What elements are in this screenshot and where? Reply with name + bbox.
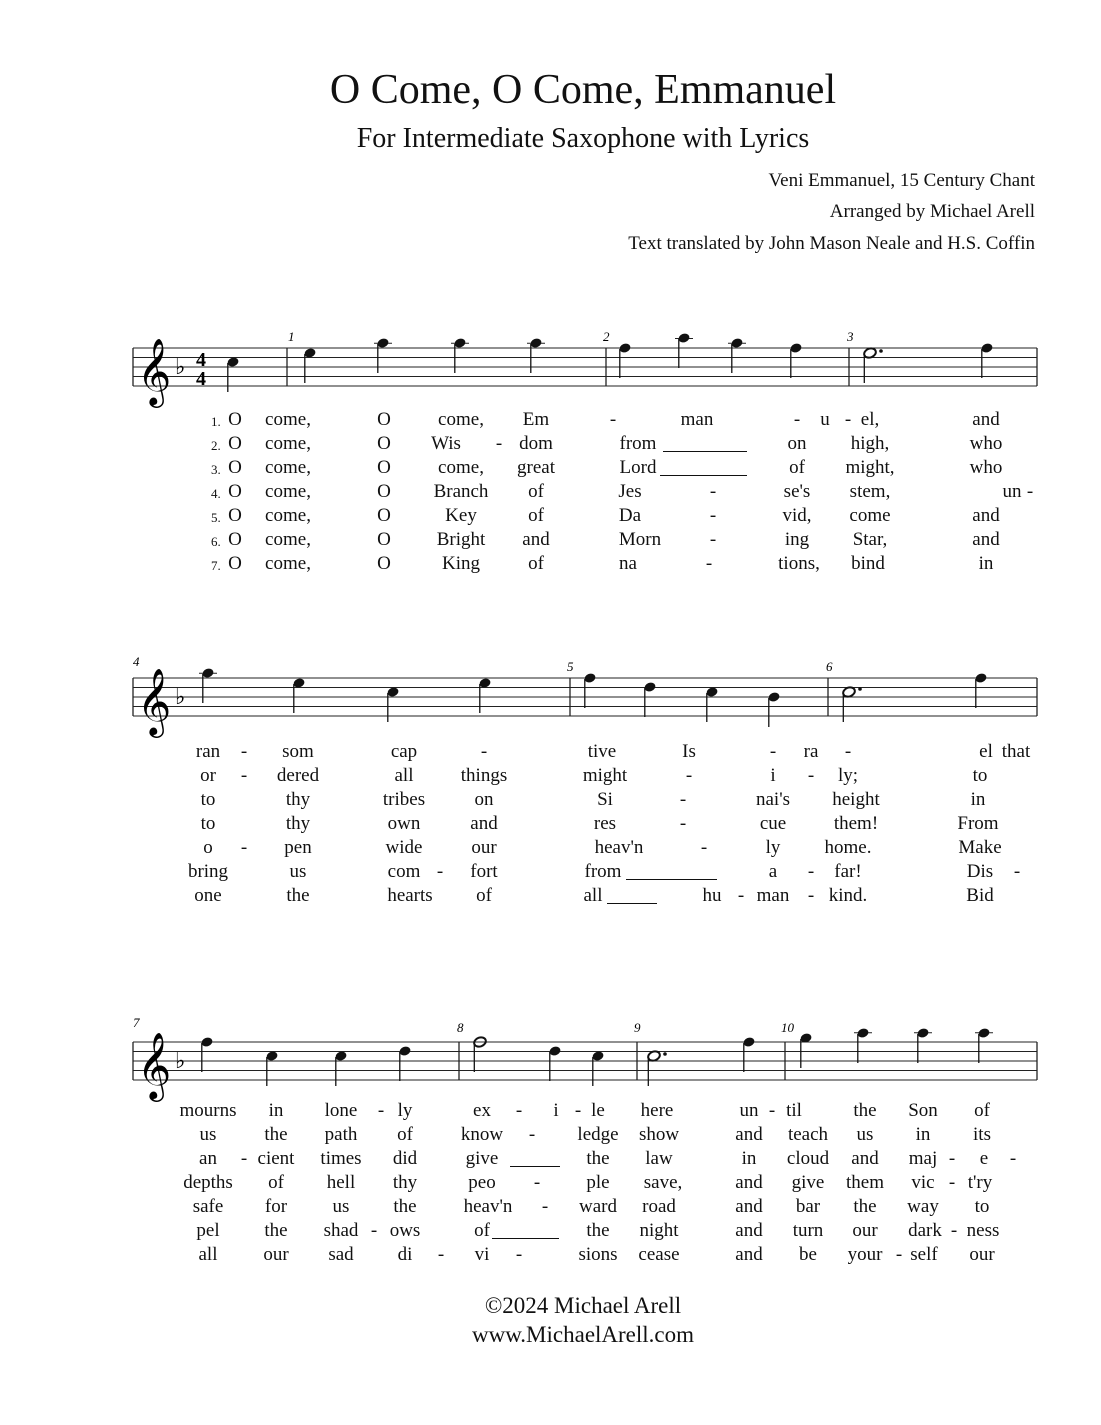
lyric-syllable: be bbox=[799, 1244, 817, 1265]
lyric-syllable: tribes bbox=[382, 789, 426, 810]
lyric-syllable: - bbox=[240, 741, 248, 762]
lyric-syllable: law bbox=[645, 1148, 673, 1169]
lyric-syllable: sad bbox=[328, 1244, 354, 1265]
lyric-syllable: maj bbox=[908, 1148, 938, 1169]
lyric-syllable: come, bbox=[265, 481, 311, 502]
lyric-syllable: here bbox=[640, 1100, 674, 1121]
flat-key-signature-icon: ♭ bbox=[175, 1049, 186, 1074]
lyric-syllable: to bbox=[200, 813, 216, 834]
lyric-syllable: el bbox=[979, 741, 993, 762]
lyric-syllable: Morn bbox=[618, 529, 662, 550]
lyric-syllable: them! bbox=[833, 813, 879, 834]
lyric-syllable: and bbox=[972, 505, 1000, 526]
lyric-syllable: Bright bbox=[436, 529, 486, 550]
lyric-syllable: on bbox=[474, 789, 494, 810]
lyric-syllable: - bbox=[1009, 1148, 1017, 1169]
lyric-syllable: and bbox=[470, 813, 498, 834]
lyric-syllable: Si bbox=[597, 789, 613, 810]
measure-number: 3 bbox=[847, 329, 854, 344]
lyric-syllable: an bbox=[199, 1148, 217, 1169]
lyric-syllable: in bbox=[970, 789, 986, 810]
lyric-syllable: O bbox=[377, 433, 391, 454]
lyric-syllable: the bbox=[264, 1220, 288, 1241]
lyric-syllable: - bbox=[895, 1244, 903, 1265]
time-signature-top: 4 bbox=[196, 349, 206, 371]
lyric-syllable: - bbox=[709, 481, 717, 502]
lyric-syllable: come, bbox=[438, 457, 484, 478]
lyric-syllable: ex bbox=[473, 1100, 491, 1121]
lyric-syllable: i bbox=[553, 1100, 559, 1121]
lyric-syllable: - bbox=[950, 1220, 958, 1241]
lyric-syllable: pen bbox=[284, 837, 312, 858]
lyric-syllable: might, bbox=[845, 457, 895, 478]
verse-number: 4. bbox=[211, 486, 221, 501]
lyric-syllable: and bbox=[735, 1244, 763, 1265]
verse-number: 1. bbox=[211, 414, 221, 429]
lyric-syllable: of bbox=[397, 1124, 413, 1145]
lyric-syllable: Make bbox=[958, 837, 1002, 858]
measure-number: 9 bbox=[634, 1020, 641, 1035]
lyric-syllable: - bbox=[769, 741, 777, 762]
lyric-syllable: depths bbox=[183, 1172, 233, 1193]
melisma-extender-line bbox=[663, 451, 747, 452]
lyric-syllable: safe bbox=[192, 1196, 224, 1217]
page-title: O Come, O Come, Emmanuel bbox=[329, 67, 837, 113]
lyric-syllable: come, bbox=[265, 433, 311, 454]
lyric-syllable: thy bbox=[285, 813, 311, 834]
lyric-syllable: vi bbox=[474, 1244, 490, 1265]
melisma-extender-line bbox=[492, 1238, 559, 1239]
treble-clef-icon: 𝄞 bbox=[137, 1031, 172, 1099]
lyric-syllable: times bbox=[320, 1148, 362, 1169]
lyric-syllable: things bbox=[460, 765, 508, 786]
lyric-syllable: and bbox=[972, 409, 1000, 430]
lyric-syllable: give bbox=[791, 1172, 825, 1193]
lyric-syllable: stem, bbox=[849, 481, 891, 502]
lyric-syllable: bar bbox=[795, 1196, 821, 1217]
lyric-syllable: us bbox=[856, 1124, 874, 1145]
lyric-syllable: save, bbox=[643, 1172, 683, 1193]
lyric-syllable: in bbox=[915, 1124, 931, 1145]
translator-credit: Text translated by John Mason Neale and H.S. Coffin bbox=[628, 233, 1035, 254]
lyric-syllable: - bbox=[436, 861, 444, 882]
lyric-syllable: us bbox=[289, 861, 307, 882]
lyric-syllable: cloud bbox=[786, 1148, 830, 1169]
lyric-syllable: give bbox=[465, 1148, 499, 1169]
lyric-syllable: for bbox=[264, 1196, 288, 1217]
lyric-syllable: - bbox=[705, 553, 713, 574]
lyric-syllable: fort bbox=[470, 861, 498, 882]
lyric-syllable: - bbox=[768, 1100, 776, 1121]
lyric-syllable: O bbox=[228, 409, 242, 430]
lyric-syllable: dom bbox=[519, 433, 553, 454]
lyric-syllable: ness bbox=[966, 1220, 1000, 1241]
lyric-syllable: man bbox=[756, 885, 790, 906]
lyric-syllable: O bbox=[377, 457, 391, 478]
melisma-extender-line bbox=[607, 903, 657, 904]
lyric-syllable: height bbox=[832, 789, 880, 810]
verse-number: 6. bbox=[211, 534, 221, 549]
lyric-syllable: From bbox=[957, 813, 999, 834]
lyric-syllable: ly bbox=[397, 1100, 413, 1121]
verse-number: 5. bbox=[211, 510, 221, 525]
lyric-syllable: Wis bbox=[431, 433, 461, 454]
lyric-syllable: and bbox=[522, 529, 550, 550]
lyric-syllable: night bbox=[639, 1220, 679, 1241]
measure-number: 5 bbox=[567, 659, 574, 674]
lyric-syllable: teach bbox=[787, 1124, 829, 1145]
lyric-syllable: Key bbox=[445, 505, 477, 526]
lyric-syllable: come, bbox=[438, 409, 484, 430]
lyric-syllable: wide bbox=[385, 837, 423, 858]
lyric-syllable: a bbox=[768, 861, 778, 882]
lyric-syllable: tions, bbox=[778, 553, 820, 574]
lyric-syllable: - bbox=[807, 765, 815, 786]
lyric-syllable: el, bbox=[860, 409, 880, 430]
lyric-syllable: t'ry bbox=[967, 1172, 993, 1193]
lyric-syllable: O bbox=[228, 505, 242, 526]
lyric-syllable: kind. bbox=[828, 885, 868, 906]
lyric-syllable: might bbox=[582, 765, 628, 786]
lyric-syllable: - bbox=[240, 765, 248, 786]
lyric-syllable: hu bbox=[702, 885, 722, 906]
lyric-syllable: or bbox=[200, 765, 216, 786]
lyric-syllable: in bbox=[268, 1100, 284, 1121]
lyric-syllable: did bbox=[392, 1148, 418, 1169]
lyric-syllable: all bbox=[394, 765, 414, 786]
lyric-syllable: high, bbox=[850, 433, 890, 454]
lyric-syllable: mourns bbox=[179, 1100, 237, 1121]
measure-number: 4 bbox=[133, 654, 140, 669]
lyric-syllable: on bbox=[787, 433, 807, 454]
lyric-syllable: and bbox=[851, 1148, 879, 1169]
lyric-syllable: o bbox=[203, 837, 213, 858]
measure-number: 8 bbox=[457, 1020, 464, 1035]
lyric-syllable: Son bbox=[908, 1100, 938, 1121]
lyric-syllable: pel bbox=[196, 1220, 220, 1241]
lyric-syllable: come, bbox=[265, 505, 311, 526]
lyric-syllable: un bbox=[1002, 481, 1022, 502]
lyric-syllable: O bbox=[228, 433, 242, 454]
lyric-syllable: na bbox=[619, 553, 637, 574]
lyric-syllable: the bbox=[393, 1196, 417, 1217]
lyric-syllable: cue bbox=[759, 813, 787, 834]
lyric-syllable: from bbox=[584, 861, 622, 882]
lyric-syllable: - bbox=[515, 1244, 523, 1265]
lyric-syllable: all bbox=[198, 1244, 218, 1265]
lyric-syllable: - bbox=[515, 1100, 523, 1121]
lyric-syllable: ly; bbox=[837, 765, 859, 786]
lyric-syllable: come, bbox=[265, 409, 311, 430]
lyric-syllable: dark bbox=[908, 1220, 942, 1241]
lyric-syllable: one bbox=[194, 885, 222, 906]
lyric-syllable: - bbox=[737, 885, 745, 906]
lyric-syllable: to bbox=[974, 1196, 990, 1217]
measure-number: 6 bbox=[826, 659, 833, 674]
lyric-syllable: the bbox=[286, 885, 310, 906]
lyric-syllable: O bbox=[377, 529, 391, 550]
verse-number: 2. bbox=[211, 438, 221, 453]
lyric-syllable: come, bbox=[265, 529, 311, 550]
lyric-syllable: - bbox=[709, 529, 717, 550]
lyric-syllable: cient bbox=[257, 1148, 295, 1169]
lyric-syllable: - bbox=[844, 409, 852, 430]
lyric-syllable: ows bbox=[389, 1220, 421, 1241]
lyric-syllable: the bbox=[264, 1124, 288, 1145]
lyric-syllable: - bbox=[495, 433, 503, 454]
lyric-syllable: - bbox=[437, 1244, 445, 1265]
lyric-syllable: of bbox=[528, 481, 544, 502]
lyric-syllable: shad bbox=[323, 1220, 359, 1241]
lyric-syllable: road bbox=[642, 1196, 676, 1217]
lyric-syllable: from bbox=[619, 433, 657, 454]
melisma-extender-line bbox=[626, 879, 717, 880]
melisma-extender-line bbox=[510, 1166, 560, 1167]
lyric-syllable: the bbox=[853, 1196, 877, 1217]
lyric-syllable: - bbox=[541, 1196, 549, 1217]
treble-clef-icon: 𝄞 bbox=[137, 337, 172, 405]
lyric-syllable: King bbox=[442, 553, 480, 574]
lyric-syllable: the bbox=[853, 1100, 877, 1121]
lyric-syllable: di bbox=[397, 1244, 413, 1265]
lyric-syllable: O bbox=[377, 553, 391, 574]
lyric-syllable: come, bbox=[265, 457, 311, 478]
lyric-syllable: bind bbox=[851, 553, 885, 574]
lyric-syllable: - bbox=[793, 409, 801, 430]
lyric-syllable: who bbox=[969, 457, 1003, 478]
lyric-syllable: vid, bbox=[782, 505, 812, 526]
staff-system-3 bbox=[133, 1015, 1037, 1102]
lyric-syllable: - bbox=[679, 789, 687, 810]
lyric-syllable: in bbox=[978, 553, 994, 574]
lyric-syllable: of bbox=[528, 505, 544, 526]
lyric-syllable: far! bbox=[834, 861, 862, 882]
lyric-syllable: and bbox=[735, 1124, 763, 1145]
lyric-syllable: u bbox=[820, 409, 830, 430]
lyric-syllable: and bbox=[735, 1220, 763, 1241]
lyric-syllable: ple bbox=[586, 1172, 610, 1193]
notes bbox=[200, 1027, 993, 1086]
lyric-syllable: Bid bbox=[966, 885, 994, 906]
lyric-syllable: who bbox=[969, 433, 1003, 454]
lyric-syllable: our bbox=[852, 1220, 878, 1241]
lyric-syllable: of bbox=[789, 457, 805, 478]
lyric-syllable: som bbox=[282, 741, 314, 762]
lyric-syllable: - bbox=[807, 885, 815, 906]
lyric-syllable: Star, bbox=[852, 529, 888, 550]
lyric-syllable: lone bbox=[324, 1100, 358, 1121]
lyric-syllable: i bbox=[770, 765, 776, 786]
staff-system-2 bbox=[133, 654, 1037, 738]
lyric-syllable: vic bbox=[911, 1172, 935, 1193]
lyric-syllable: Branch bbox=[433, 481, 489, 502]
lyric-syllable: se's bbox=[783, 481, 811, 502]
lyric-syllable: - bbox=[528, 1124, 536, 1145]
lyric-syllable: O bbox=[377, 409, 391, 430]
lyric-syllable: Lord bbox=[619, 457, 657, 478]
lyric-syllable: O bbox=[377, 505, 391, 526]
lyric-syllable: cap bbox=[390, 741, 418, 762]
lyric-syllable: in bbox=[741, 1148, 757, 1169]
lyric-syllable: - bbox=[807, 861, 815, 882]
lyric-syllable: great bbox=[517, 457, 555, 478]
lyric-syllable: - bbox=[844, 741, 852, 762]
lyric-syllable: Dis bbox=[966, 861, 994, 882]
time-signature-bottom: 4 bbox=[196, 368, 206, 390]
lyric-syllable: - bbox=[240, 837, 248, 858]
lyric-syllable: way bbox=[907, 1196, 939, 1217]
lyric-syllable: our bbox=[471, 837, 497, 858]
measure-number: 7 bbox=[133, 1015, 140, 1030]
lyric-syllable: and bbox=[735, 1196, 763, 1217]
flat-key-signature-icon: ♭ bbox=[175, 355, 186, 380]
lyric-syllable: Em bbox=[522, 409, 550, 430]
copyright-notice: ©2024 Michael Arell bbox=[484, 1293, 682, 1318]
lyric-syllable: - bbox=[480, 741, 488, 762]
lyric-syllable: our bbox=[969, 1244, 995, 1265]
lyric-syllable: ledge bbox=[577, 1124, 619, 1145]
lyric-syllable: path bbox=[324, 1124, 358, 1145]
lyric-syllable: un bbox=[739, 1100, 759, 1121]
lyric-syllable: its bbox=[973, 1124, 991, 1145]
lyric-syllable: all bbox=[583, 885, 603, 906]
lyric-syllable: - bbox=[948, 1148, 956, 1169]
lyric-syllable: Da bbox=[618, 505, 642, 526]
melisma-extender-line bbox=[660, 475, 747, 476]
lyric-syllable: sions bbox=[578, 1244, 618, 1265]
lyric-syllable: com bbox=[387, 861, 421, 882]
lyric-syllable: - bbox=[609, 409, 617, 430]
measure-number: 1 bbox=[288, 329, 295, 344]
lyric-syllable: heav'n bbox=[594, 837, 644, 858]
lyric-syllable: to bbox=[972, 765, 988, 786]
lyric-syllable: to bbox=[200, 789, 216, 810]
lyric-syllable: - bbox=[709, 505, 717, 526]
lyric-syllable: O bbox=[377, 481, 391, 502]
lyric-syllable: - bbox=[948, 1172, 956, 1193]
lyric-syllable: hell bbox=[326, 1172, 356, 1193]
lyric-syllable: - bbox=[533, 1172, 541, 1193]
lyric-syllable: come bbox=[849, 505, 891, 526]
flat-key-signature-icon: ♭ bbox=[175, 685, 186, 710]
lyric-syllable: the bbox=[586, 1148, 610, 1169]
lyric-syllable: res bbox=[593, 813, 617, 834]
lyric-syllable: - bbox=[370, 1220, 378, 1241]
lyric-syllable: - bbox=[240, 1148, 248, 1169]
lyric-syllable: - bbox=[574, 1100, 582, 1121]
lyric-syllable: of bbox=[476, 885, 492, 906]
lyric-syllable: thy bbox=[392, 1172, 418, 1193]
lyric-syllable: O bbox=[228, 481, 242, 502]
lyric-syllable: and bbox=[735, 1172, 763, 1193]
lyric-syllable: peo bbox=[468, 1172, 496, 1193]
lyric-syllable: show bbox=[638, 1124, 680, 1145]
arranger-credit: Arranged by Michael Arell bbox=[829, 201, 1035, 222]
lyric-syllable: hearts bbox=[387, 885, 433, 906]
lyric-syllable: til bbox=[786, 1100, 802, 1121]
lyric-syllable: e bbox=[979, 1148, 989, 1169]
verse-number: 3. bbox=[211, 462, 221, 477]
lyric-syllable: them bbox=[846, 1172, 884, 1193]
lyric-syllable: the bbox=[586, 1220, 610, 1241]
lyric-syllable: own bbox=[387, 813, 421, 834]
lyric-syllable: of bbox=[974, 1100, 990, 1121]
lyric-syllable: cease bbox=[638, 1244, 680, 1265]
lyric-syllable: our bbox=[263, 1244, 289, 1265]
lyric-syllable: O bbox=[228, 457, 242, 478]
lyric-syllable: ward bbox=[579, 1196, 617, 1217]
lyric-syllable: man bbox=[680, 409, 714, 430]
lyric-syllable: - bbox=[1013, 861, 1021, 882]
lyric-syllable: - bbox=[377, 1100, 385, 1121]
lyric-syllable: heav'n bbox=[463, 1196, 513, 1217]
lyric-syllable: bring bbox=[187, 861, 229, 882]
lyric-syllable: - bbox=[685, 765, 693, 786]
lyric-syllable: that bbox=[1001, 741, 1031, 762]
lyric-syllable: turn bbox=[792, 1220, 824, 1241]
lyric-syllable: tive bbox=[587, 741, 617, 762]
lyric-syllable: Is bbox=[682, 741, 696, 762]
page-subtitle: For Intermediate Saxophone with Lyrics bbox=[356, 123, 810, 154]
lyric-syllable: us bbox=[332, 1196, 350, 1217]
measure-number: 10 bbox=[781, 1020, 794, 1035]
lyric-syllable: O bbox=[228, 529, 242, 550]
lyric-syllable: home. bbox=[824, 837, 872, 858]
measure-number: 2 bbox=[603, 329, 610, 344]
lyric-syllable: thy bbox=[285, 789, 311, 810]
lyric-syllable: - bbox=[679, 813, 687, 834]
lyric-syllable: of bbox=[474, 1220, 490, 1241]
lyric-syllable: - bbox=[1026, 481, 1034, 502]
lyric-syllable: and bbox=[972, 529, 1000, 550]
lyric-syllable: us bbox=[199, 1124, 217, 1145]
lyric-syllable: know bbox=[460, 1124, 504, 1145]
composer-credit: Veni Emmanuel, 15 Century Chant bbox=[768, 170, 1035, 191]
lyric-syllable: ly bbox=[765, 837, 781, 858]
lyric-syllable: - bbox=[700, 837, 708, 858]
notes bbox=[226, 332, 993, 392]
treble-clef-icon: 𝄞 bbox=[137, 667, 172, 735]
lyric-syllable: of bbox=[528, 553, 544, 574]
lyric-syllable: le bbox=[591, 1100, 605, 1121]
lyric-syllable: your bbox=[847, 1244, 883, 1265]
lyric-syllable: ra bbox=[803, 741, 819, 762]
lyric-syllable: ing bbox=[784, 529, 810, 550]
lyric-syllable: nai's bbox=[755, 789, 791, 810]
verse-number: 7. bbox=[211, 558, 221, 573]
lyric-syllable: come, bbox=[265, 553, 311, 574]
lyric-syllable: ran bbox=[195, 741, 221, 762]
lyric-syllable: Jes bbox=[618, 481, 642, 502]
website-link[interactable]: www.MichaelArell.com bbox=[471, 1322, 695, 1347]
lyric-syllable: self bbox=[910, 1244, 938, 1265]
lyric-syllable: dered bbox=[276, 765, 320, 786]
staff-system-1 bbox=[133, 329, 1037, 408]
lyric-syllable: of bbox=[268, 1172, 284, 1193]
lyric-syllable: O bbox=[228, 553, 242, 574]
